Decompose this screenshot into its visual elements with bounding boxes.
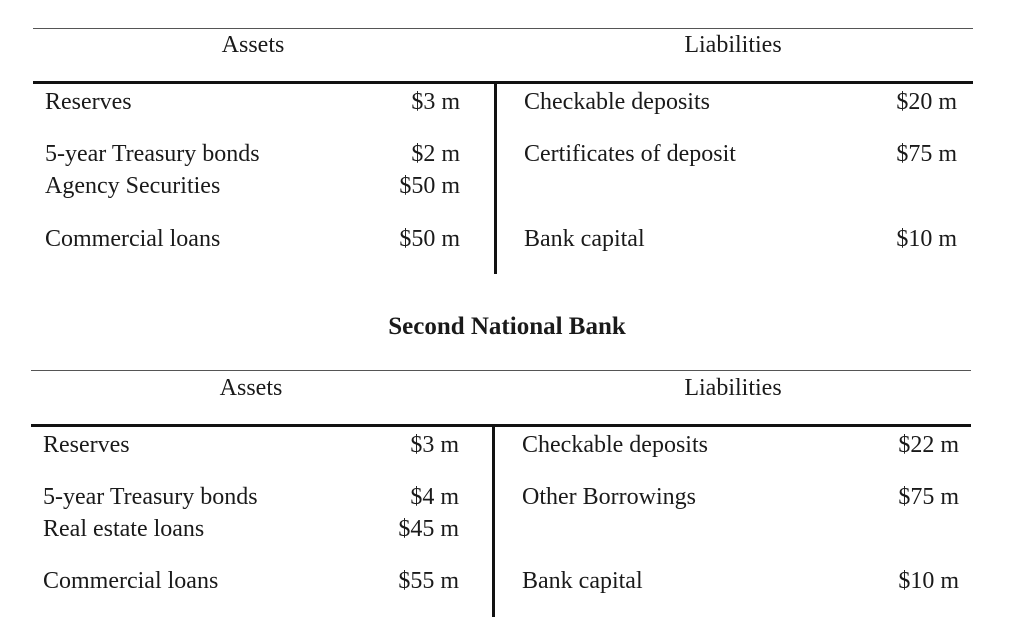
bank1-liability-value: $75 m <box>896 141 957 167</box>
bank1-liability-value: $10 m <box>896 226 957 252</box>
bank2-liability-value: $22 m <box>898 432 959 458</box>
bank2-top-rule <box>31 370 971 371</box>
bank1-divider <box>494 84 497 274</box>
bank2-title: Second National Bank <box>388 313 626 340</box>
bank2-asset-value: $55 m <box>398 568 459 594</box>
bank1-asset-value: $50 m <box>399 173 460 199</box>
bank1-t-account <box>33 0 973 280</box>
bank2-liabilities-header: Liabilities <box>684 375 782 401</box>
bank1-top-rule <box>33 28 973 29</box>
bank2-header-rule <box>31 424 971 427</box>
bank1-header-rule <box>33 81 973 84</box>
bank1-asset-label: 5-year Treasury bonds <box>45 141 260 167</box>
bank2-asset-label: Commercial loans <box>43 568 219 594</box>
bank1-asset-value: $2 m <box>411 141 460 167</box>
bank2-asset-value: $45 m <box>398 516 459 542</box>
bank2-assets-header: Assets <box>219 375 283 401</box>
bank1-asset-label: Agency Securities <box>45 173 221 199</box>
bank1-liability-label: Certificates of deposit <box>524 141 736 167</box>
bank2-liability-label: Other Borrowings <box>522 484 696 510</box>
bank2-asset-label: Real estate loans <box>43 516 205 542</box>
bank2-asset-label: Reserves <box>43 432 130 458</box>
bank2-divider <box>492 427 495 617</box>
bank2-liability-value: $10 m <box>898 568 959 594</box>
bank1-liabilities-header: Liabilities <box>684 32 782 58</box>
bank2-asset-label: 5-year Treasury bonds <box>43 484 258 510</box>
bank2-asset-value: $4 m <box>410 484 459 510</box>
bank1-asset-label: Commercial loans <box>45 226 221 252</box>
bank2-liability-label: Bank capital <box>522 568 643 594</box>
bank2-t-account <box>31 342 971 622</box>
bank1-liability-label: Checkable deposits <box>524 89 710 115</box>
bank1-asset-label: Reserves <box>45 89 132 115</box>
bank2-asset-value: $3 m <box>410 432 459 458</box>
bank1-asset-value: $50 m <box>399 226 460 252</box>
bank1-asset-value: $3 m <box>411 89 460 115</box>
bank2-liability-label: Checkable deposits <box>522 432 708 458</box>
bank1-liability-value: $20 m <box>896 89 957 115</box>
bank1-liability-label: Bank capital <box>524 226 645 252</box>
bank1-assets-header: Assets <box>221 32 285 58</box>
bank2-liability-value: $75 m <box>898 484 959 510</box>
